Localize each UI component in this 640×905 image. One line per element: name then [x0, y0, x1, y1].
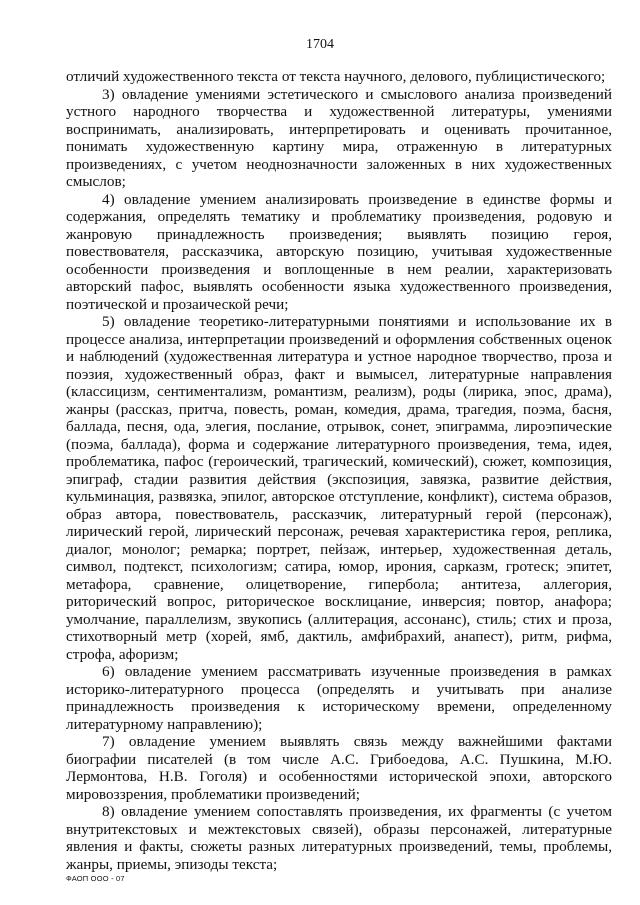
- paragraph-continuation: отличий художественного текста от текста научного, делового, публицистического;: [66, 68, 606, 85]
- paragraph-item-4: 4) овладение умением анализировать произведение в единстве формы и содержания, определять тематику и проблематику произведения, родовую и жанровую принадлежность произведения; выявлять позицию героя, повествователя, рассказчика, авторскую позицию, учитывая художественные особенности произведения и воплощенные в нем реалии, характеризовать авторский пафос, выявлять особенности языка художественного произведения, поэтической и прозаической речи;: [66, 190, 612, 313]
- page-number: 1704: [306, 37, 334, 52]
- paragraph-item-5: 5) овладение теоретико-литературными понятиями и использование их в процессе анализа, интерпретации произведений и оформления собственных оценок и наблюдений (художественная литература и устное народное творчество, проза и поэзия, художественный образ, факт и вымысел, литературные направления (классицизм, сентиментализм, романтизм, реализм), роды (лирика, эпос, драма), жанры (рассказ, притча, повесть, роман, комедия, драма, трагедия, поэма, басня, баллада, песня, ода, элегия, послание, отрывок, сонет, эпиграмма, лироэпические (поэма, баллада), форма и содержание литературного произведения, тема, идея, проблематика, пафос (героический, трагический, комический), сюжет, композиция, эпиграф, стадии развития действия (экспозиция, завязка, развитие действия, кульминация, развязка, эпилог, авторское отступление, конфликт), система образов, образ автора, повествователь, рассказчик, литературный герой (персонаж), лирический герой, лирический персонаж, речевая характеристика героя, реплика, диалог, монолог; ремарка; портрет, пейзаж, интерьер, художественная деталь, символ, подтекст, психологизм; сатира, юмор, ирония, сарказм, гротеск; эпитет, метафора, сравнение, олицетворение, гипербола; антитеза, аллегория, риторический вопрос, риторическое восклицание, инверсия; повтор, анафора; умолчание, параллелизм, звукопись (аллитерация, ассонанс), стиль; стих и проза, стихотворный метр (хорей, ямб, дактиль, амфибрахий, анапест), ритм, рифма, строфа, афоризм;: [66, 313, 612, 663]
- paragraph-item-7: 7) овладение умением выявлять связь между важнейшими фактами биографии писателей (в том числе А.С. Грибоедова, А.С. Пушкина, М.Ю. Лермонтова, Н.В. Гоголя) и особенностями исторической эпохи, авторского мировоззрения, проблематики произведений;: [66, 733, 612, 803]
- paragraph-item-3: 3) овладение умениями эстетического и смыслового анализа произведений устного народного творчества и художественной литературы, умениями воспринимать, анализировать, интерпретировать и оценивать прочитанное, понимать художественную картину мира, отраженную в литературных произведениях, с учетом неоднозначности заложенных в них художественных смыслов;: [66, 85, 612, 190]
- paragraph-item-6: 6) овладение умением рассматривать изученные произведения в рамках историко-литературного процесса (определять и учитывать при анализе принадлежность произведения к историческому времени, определенному литературному направлению);: [66, 663, 612, 733]
- page-footer: ФАОП ООО - 07: [66, 874, 125, 883]
- body-text: [66, 68, 612, 873]
- paragraph-item-8: 8) овладение умением сопоставлять произведения, их фрагменты (с учетом внутритекстовых и межтекстовых связей), образы персонажей, литературные явления и факты, сюжеты разных литературных произведений, темы, проблемы, жанры, приемы, эпизоды текста;: [66, 803, 612, 873]
